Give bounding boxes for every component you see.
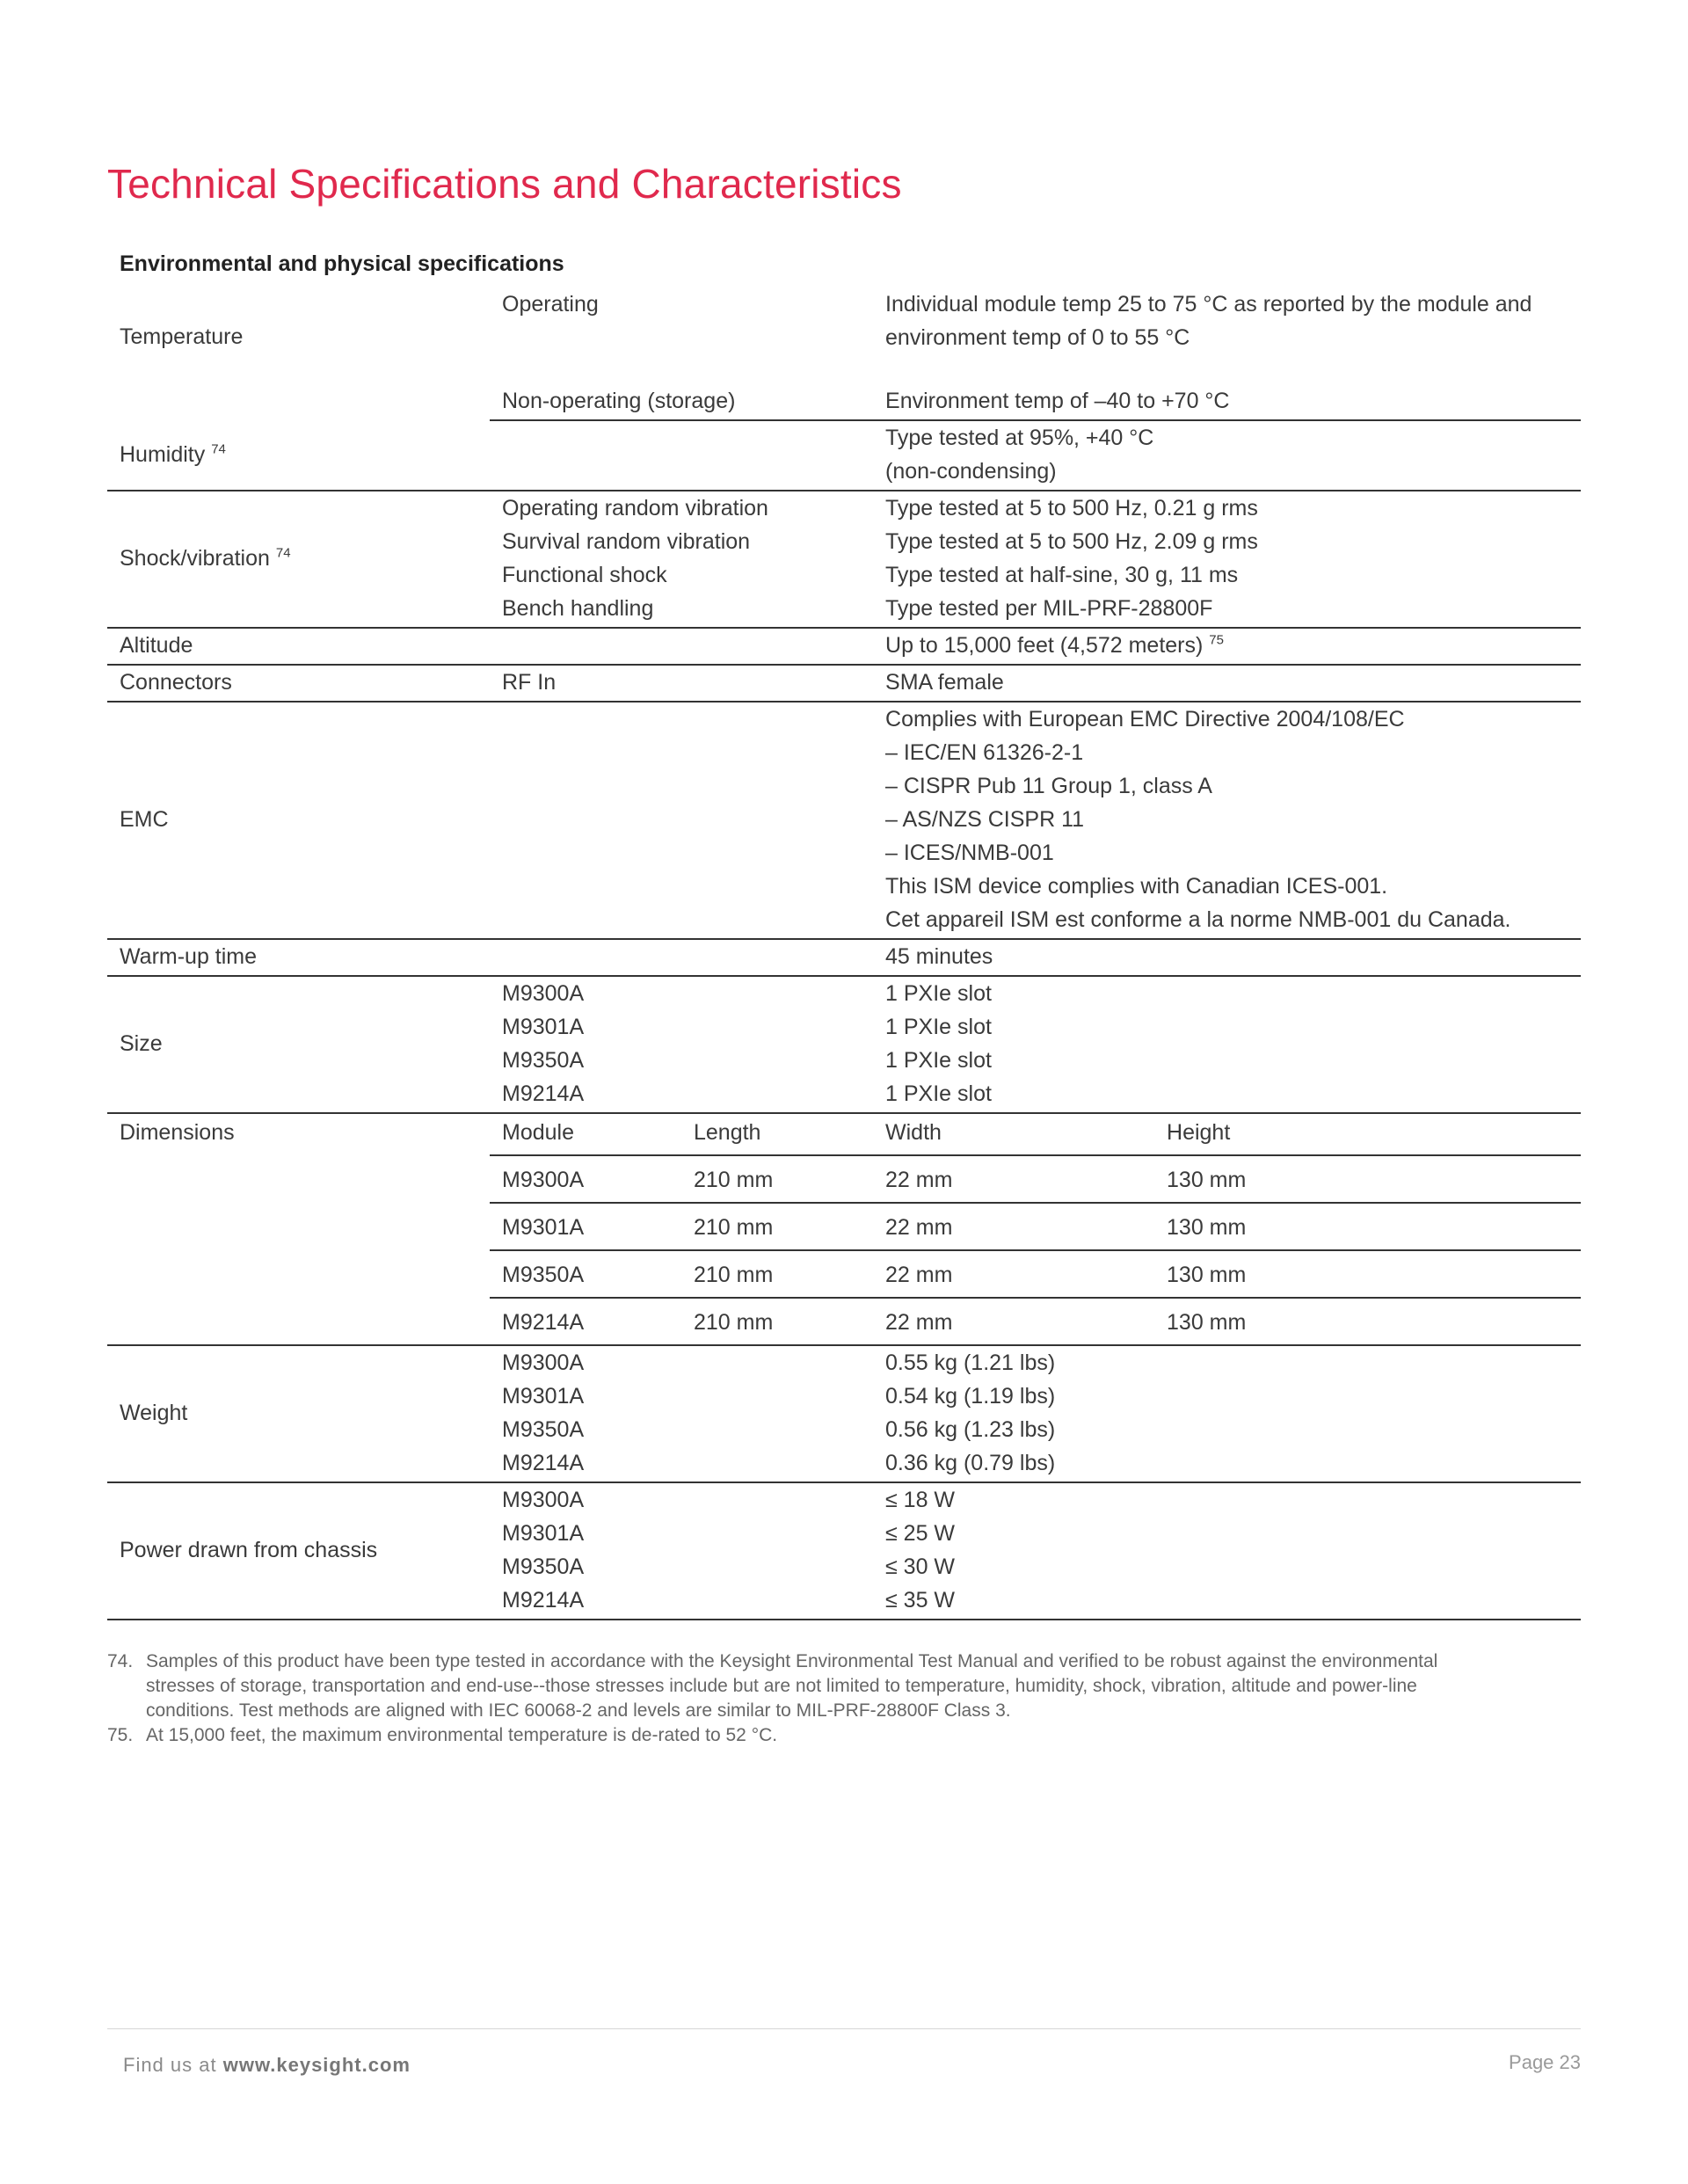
dimensions-label: Dimensions	[107, 1113, 490, 1345]
power-value: ≤ 18 W	[885, 1488, 956, 1512]
power-row	[107, 1482, 1581, 1620]
size-row	[107, 976, 1581, 1113]
dimensions-height: 130 mm	[1154, 1203, 1581, 1250]
shock-item-name: Operating random vibration	[502, 496, 768, 521]
humidity-label	[107, 420, 490, 491]
dimensions-header-row	[107, 1113, 1581, 1155]
altitude-label: Altitude	[107, 628, 490, 665]
dimensions-width: 22 mm	[873, 1203, 1154, 1250]
footer-find-prefix: Find us at	[123, 2054, 217, 2076]
shock-item-name: Bench handling	[502, 596, 654, 621]
temperature-operating-value: Individual module temp 25 to 75 °C as reported by the module and environment temp of 0 to 55 °C	[885, 292, 1532, 350]
dimensions-module: M9214A	[490, 1298, 681, 1345]
dimensions-module: M9300A	[490, 1155, 681, 1203]
dimensions-header-height: Height	[1154, 1113, 1581, 1155]
emc-line: This ISM device complies with Canadian ICES-001.	[885, 874, 1388, 899]
footer-url-link[interactable]: www.keysight.com	[222, 2054, 411, 2076]
power-label: Power drawn from chassis	[107, 1482, 490, 1620]
shock-item-value: Type tested at 5 to 500 Hz, 2.09 g rms	[885, 529, 1258, 554]
size-values	[873, 976, 1581, 1113]
power-model: M9350A	[502, 1554, 585, 1579]
size-model: M9300A	[502, 981, 585, 1006]
weight-model: M9301A	[502, 1384, 585, 1409]
dimensions-height: 130 mm	[1154, 1250, 1581, 1298]
size-value: 1 PXIe slot	[885, 1081, 992, 1106]
temperature-nonoperating: Non-operating (storage)	[490, 384, 873, 420]
power-value: ≤ 30 W	[885, 1554, 956, 1579]
weight-value: 0.54 kg (1.19 lbs)	[885, 1384, 1056, 1409]
temperature-nonoperating-value: Environment temp of –40 to +70 °C	[873, 384, 1581, 420]
dimensions-width: 22 mm	[873, 1155, 1154, 1203]
footnote-text: At 15,000 feet, the maximum environmental temperature is de-rated to 52 °C.	[146, 1725, 778, 1745]
spec-table	[107, 288, 1581, 1620]
connectors-row	[107, 665, 1581, 702]
altitude-row	[107, 628, 1581, 665]
emc-line: Cet appareil ISM est conforme a la norme NMB-001 du Canada.	[885, 907, 1511, 932]
power-values	[873, 1482, 1581, 1620]
weight-value: 0.56 kg (1.23 lbs)	[885, 1417, 1056, 1442]
size-value: 1 PXIe slot	[885, 981, 992, 1006]
weight-value: 0.55 kg (1.21 lbs)	[885, 1350, 1056, 1375]
dimensions-header-length: Length	[681, 1113, 873, 1155]
warmup-value: 45 minutes	[873, 939, 1581, 976]
dimensions-width: 22 mm	[873, 1298, 1154, 1345]
weight-model: M9350A	[502, 1417, 585, 1442]
weight-row	[107, 1345, 1581, 1482]
emc-line: – IEC/EN 61326-2-1	[885, 740, 1084, 765]
dimensions-header-width: Width	[873, 1113, 1154, 1155]
dimensions-module: M9350A	[490, 1250, 681, 1298]
footnote-74	[107, 1649, 1479, 1723]
footer-divider	[107, 2028, 1581, 2029]
shock-vibration-label-text: Shock/vibration	[120, 546, 270, 571]
shock-item-name: Survival random vibration	[502, 529, 751, 554]
temperature-operating: Operating	[502, 292, 599, 317]
connectors-value: SMA female	[873, 665, 1581, 702]
shock-footnote-ref: 74	[275, 545, 291, 561]
altitude-value	[873, 628, 1581, 665]
humidity-footnote-ref: 74	[211, 441, 226, 457]
dimensions-length: 210 mm	[681, 1298, 873, 1345]
shock-vibration-names	[490, 491, 873, 628]
section-subtitle: Environmental and physical specifications	[120, 251, 564, 276]
humidity-value	[873, 420, 1581, 491]
humidity-value-line: Type tested at 95%, +40 °C	[885, 426, 1154, 450]
shock-item-value: Type tested at half-sine, 30 g, 11 ms	[885, 563, 1239, 587]
footer-find-us	[123, 2054, 411, 2077]
warmup-row	[107, 939, 1581, 976]
altitude-value-text: Up to 15,000 feet (4,572 meters)	[885, 633, 1204, 658]
size-label: Size	[107, 976, 490, 1113]
humidity-value-line: (non-condensing)	[885, 459, 1057, 484]
dimensions-header-module: Module	[490, 1113, 681, 1155]
weight-value: 0.36 kg (0.79 lbs)	[885, 1451, 1056, 1475]
warmup-label: Warm-up time	[107, 939, 490, 976]
power-model: M9214A	[502, 1588, 585, 1613]
power-model: M9301A	[502, 1521, 585, 1546]
power-value: ≤ 35 W	[885, 1588, 956, 1613]
emc-value	[873, 702, 1581, 939]
weight-model: M9300A	[502, 1350, 585, 1375]
footnote-text: Samples of this product have been type tested in accordance with the Keysight Environmental Test Manual and verified to be robust against the environmental stresses of storage, transportation and end-use--those stresses include but are not limited to temperature, humidity, shock, vibration, altitude and power-line conditions. Test methods are aligned with IEC 60068-2 and levels are similar to MIL-PRF-28800F Class 3.	[146, 1651, 1438, 1721]
weight-model: M9214A	[502, 1451, 585, 1475]
emc-line: – AS/NZS CISPR 11	[885, 807, 1085, 832]
shock-vibration-label	[107, 491, 490, 628]
footnotes	[107, 1649, 1479, 1748]
footnote-number: 74.	[107, 1651, 134, 1671]
shock-vibration-row	[107, 491, 1581, 628]
footnote-number: 75.	[107, 1725, 134, 1745]
size-model: M9214A	[502, 1081, 585, 1106]
dimensions-width: 22 mm	[873, 1250, 1154, 1298]
dimensions-module: M9301A	[490, 1203, 681, 1250]
dimensions-length: 210 mm	[681, 1203, 873, 1250]
humidity-label-text: Humidity	[120, 441, 206, 467]
power-models	[490, 1482, 873, 1620]
shock-vibration-values	[873, 491, 1581, 628]
emc-line: – ICES/NMB-001	[885, 841, 1054, 865]
dimensions-length: 210 mm	[681, 1250, 873, 1298]
shock-item-value: Type tested at 5 to 500 Hz, 0.21 g rms	[885, 496, 1258, 521]
dimensions-height: 130 mm	[1154, 1298, 1581, 1345]
weight-label: Weight	[107, 1345, 490, 1482]
dimensions-height: 130 mm	[1154, 1155, 1581, 1203]
power-value: ≤ 25 W	[885, 1521, 956, 1546]
shock-item-name: Functional shock	[502, 563, 667, 587]
size-value: 1 PXIe slot	[885, 1048, 992, 1073]
connectors-label: Connectors	[107, 665, 490, 702]
weight-values	[873, 1345, 1581, 1482]
emc-line: Complies with European EMC Directive 2004/108/EC	[885, 707, 1405, 732]
power-model: M9300A	[502, 1488, 585, 1512]
altitude-footnote-ref: 75	[1209, 632, 1224, 648]
humidity-row	[107, 420, 1581, 491]
temperature-label: Temperature	[120, 324, 244, 349]
temperature-row-operating	[107, 288, 1581, 384]
page-number: Page 23	[1509, 2051, 1581, 2073]
weight-models	[490, 1345, 873, 1482]
emc-label: EMC	[107, 702, 490, 939]
shock-item-value: Type tested per MIL-PRF-28800F	[885, 596, 1213, 621]
size-model: M9301A	[502, 1015, 585, 1039]
page-title: Technical Specifications and Characteristics	[107, 161, 902, 207]
connectors-name: RF In	[490, 665, 873, 702]
size-model: M9350A	[502, 1048, 585, 1073]
emc-line: – CISPR Pub 11 Group 1, class A	[885, 774, 1212, 798]
size-models	[490, 976, 873, 1113]
emc-row	[107, 702, 1581, 939]
size-value: 1 PXIe slot	[885, 1015, 992, 1039]
footnote-75	[107, 1723, 1479, 1748]
dimensions-length: 210 mm	[681, 1155, 873, 1203]
